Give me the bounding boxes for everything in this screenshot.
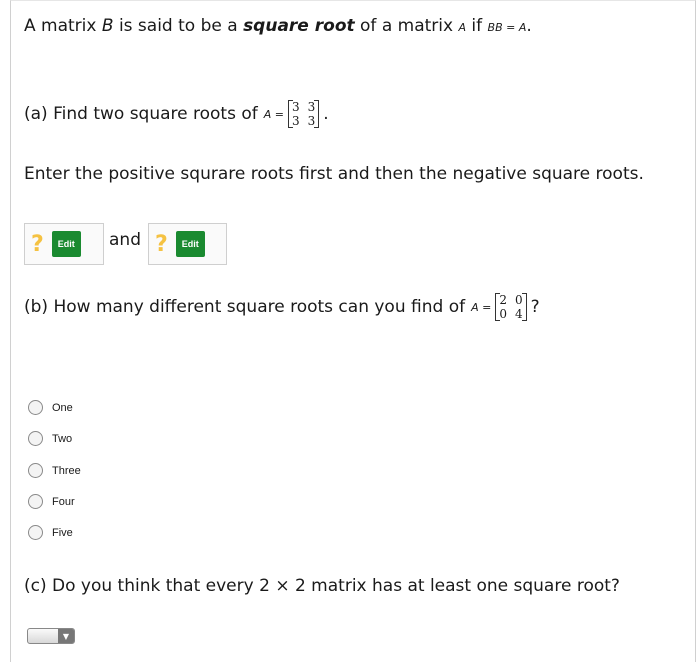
var-b: B xyxy=(101,16,114,36)
answer-dropdown[interactable] xyxy=(27,628,75,644)
option-label: Five xyxy=(52,526,73,539)
edit-button[interactable]: Edit xyxy=(52,231,81,257)
radio-button[interactable] xyxy=(28,525,43,540)
part-b-line xyxy=(24,293,540,321)
question-mark-icon: ? xyxy=(31,231,44,257)
radio-button[interactable] xyxy=(28,400,43,415)
edit-button[interactable]: Edit xyxy=(176,231,205,257)
option-three[interactable] xyxy=(28,463,81,478)
option-label: One xyxy=(52,401,73,414)
radio-button[interactable] xyxy=(28,431,43,446)
matrix-cell: 2 xyxy=(499,293,507,307)
part-b-end: ? xyxy=(530,297,540,317)
intro-end: . xyxy=(526,16,532,36)
intro-middle: is said to be a xyxy=(118,16,238,36)
option-two[interactable] xyxy=(28,431,72,446)
matrix-cell: 3 xyxy=(307,100,316,114)
part-b-matrix xyxy=(495,293,526,321)
part-a-matrix xyxy=(288,100,319,128)
instruction-text: Enter the positive squrare roots first and then the negative square roots. xyxy=(24,164,644,184)
answer-box-negative[interactable] xyxy=(148,223,227,265)
option-one[interactable] xyxy=(28,400,73,415)
part-c-text: (c) Do you think that every 2 × 2 matrix has at least one square root? xyxy=(24,576,620,596)
radio-button[interactable] xyxy=(28,463,43,478)
term-square-root: square root xyxy=(243,16,355,36)
matrix-cell: 4 xyxy=(514,307,523,321)
part-b-text: (b) How many different square roots can you find of xyxy=(24,297,466,317)
and-text: and xyxy=(109,230,141,250)
matrix-cell: 3 xyxy=(307,114,316,128)
intro-prefix: A matrix xyxy=(24,16,97,36)
radio-button[interactable] xyxy=(28,494,43,509)
chevron-down-icon: ▼ xyxy=(58,629,74,643)
part-b-matrix-label: A = xyxy=(471,300,492,314)
part-a-line xyxy=(24,100,329,128)
var-a: A xyxy=(458,21,466,34)
answer-box-positive[interactable] xyxy=(24,223,104,265)
matrix-cell: 3 xyxy=(292,100,300,114)
part-a-text: (a) Find two square roots of xyxy=(24,104,258,124)
option-label: Three xyxy=(52,464,81,477)
part-a-end: . xyxy=(323,104,329,124)
intro-if: if xyxy=(471,16,483,36)
intro-of: of a matrix xyxy=(360,16,454,36)
option-label: Four xyxy=(52,495,75,508)
matrix-cell: 0 xyxy=(514,293,523,307)
option-label: Two xyxy=(52,432,73,445)
part-a-matrix-label: A = xyxy=(263,107,284,121)
matrix-cell: 3 xyxy=(292,114,300,128)
matrix-cell: 0 xyxy=(499,307,507,321)
equation: BB = A xyxy=(487,21,527,34)
question-mark-icon: ? xyxy=(155,231,168,257)
option-five[interactable] xyxy=(28,525,73,540)
intro-line xyxy=(24,16,532,36)
option-four[interactable] xyxy=(28,494,75,509)
